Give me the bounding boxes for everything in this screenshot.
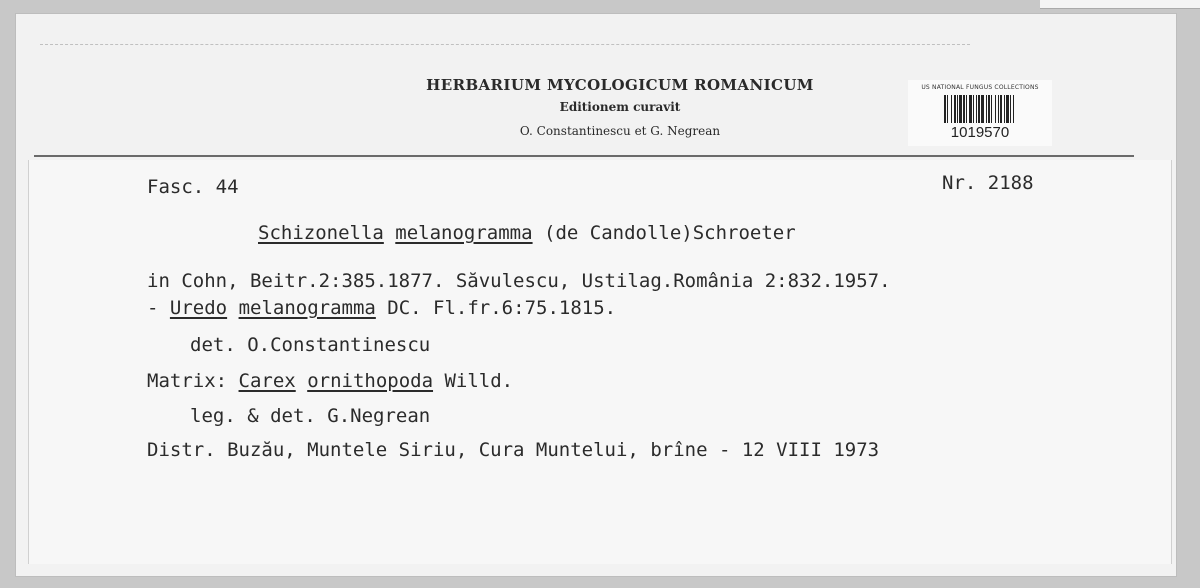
taxon-genus: Schizonella — [258, 222, 384, 244]
locality-line: Distr. Buzău, Muntele Siriu, Cura Muntelui, brîne - 12 VIII 1973 — [147, 439, 880, 461]
barcode-label — [908, 80, 1052, 146]
synonym-dash: - — [147, 297, 159, 319]
taxon-authority: (de Candolle)Schroeter — [544, 222, 796, 244]
host-genus: Carex — [238, 370, 296, 392]
exsiccata-number: Nr. 2188 — [942, 172, 1034, 194]
taxon-name — [258, 222, 796, 244]
editors: O. Constantinescu et G. Negrean — [519, 124, 721, 138]
synonym-epithet: melanogramma — [238, 297, 376, 319]
label-header — [400, 76, 840, 138]
barcode-institution: US NATIONAL FUNGUS COLLECTIONS — [921, 84, 1039, 91]
label-fold-line — [40, 44, 970, 45]
sheet-edge-strip — [1040, 0, 1200, 9]
synonym-line — [147, 297, 616, 319]
barcode-bars — [918, 95, 1042, 123]
header-divider — [34, 155, 1134, 157]
fascicle-number: Fasc. 44 — [147, 176, 239, 198]
taxon-epithet: melanogramma — [395, 222, 533, 244]
synonym-genus: Uredo — [169, 297, 228, 319]
host-authority: Willd. — [444, 370, 514, 392]
synonym-reference: DC. Fl.fr.6:75.1815. — [387, 297, 617, 319]
host-epithet: ornithopoda — [307, 370, 434, 392]
label-body-panel — [28, 160, 1172, 564]
barcode-number: 1019570 — [950, 124, 1010, 141]
collector-line: leg. & det. G.Negrean — [190, 405, 431, 427]
matrix-line — [147, 370, 513, 392]
matrix-label: Matrix: — [147, 370, 228, 392]
barcode-bar — [1014, 95, 1016, 123]
determiner-line: det. O.Constantinescu — [190, 334, 431, 356]
edition-note: Editionem curavit — [559, 100, 681, 114]
citation-line: in Cohn, Beitr.2:385.1877. Săvulescu, Ustilag.România 2:832.1957. — [147, 270, 891, 292]
herbarium-title: HERBARIUM MYCOLOGICUM ROMANICUM — [426, 76, 814, 94]
